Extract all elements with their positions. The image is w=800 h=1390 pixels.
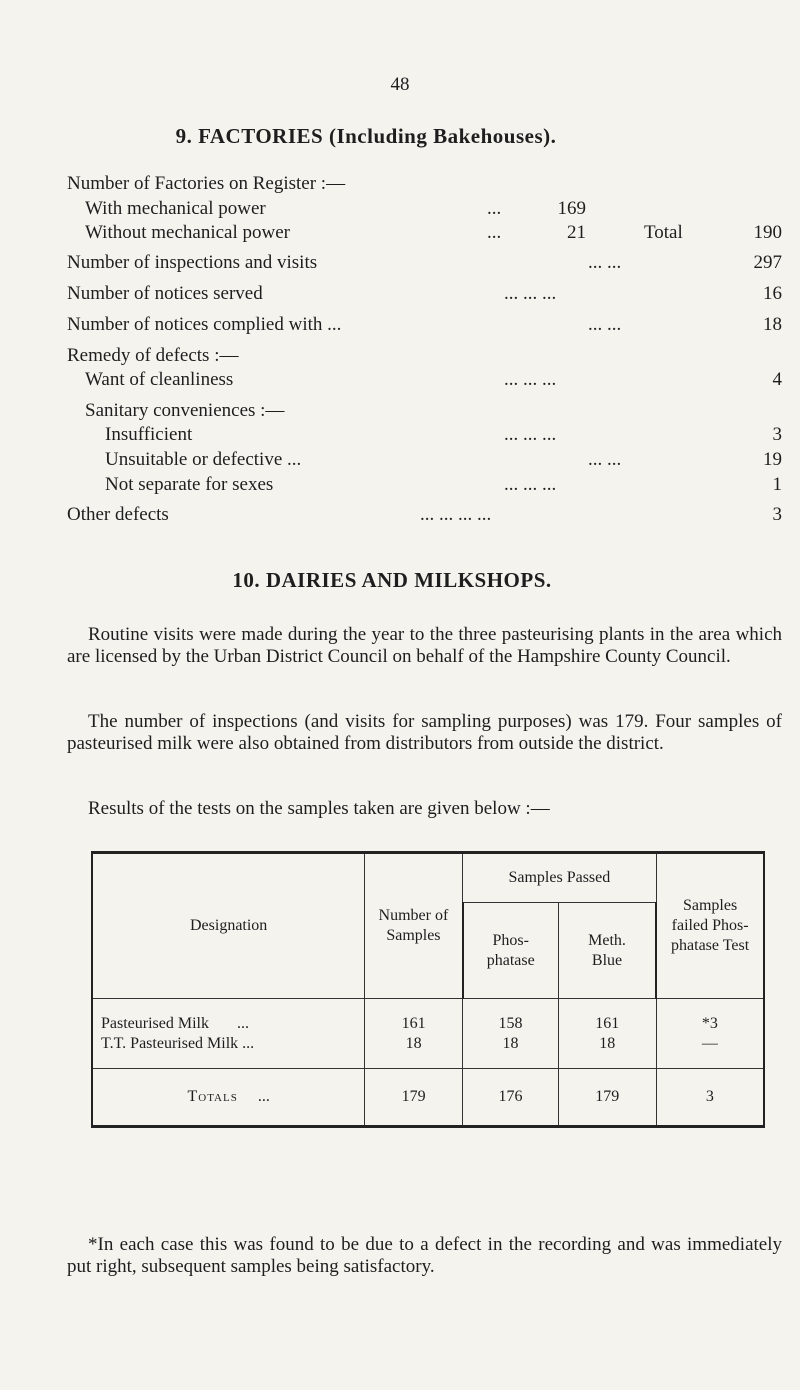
row-value: 297 <box>753 252 782 273</box>
leader-dots: ... ... ... ... <box>420 504 492 525</box>
totals-failed: 3 <box>656 1069 764 1127</box>
leader-dots: ... ... ... <box>504 283 557 304</box>
row-label: Want of cleanliness <box>85 369 234 390</box>
total-value: 190 <box>753 222 782 243</box>
row-label: With mechanical power <box>85 198 266 219</box>
row-label: Number of notices served <box>67 283 263 304</box>
row-label: Not separate for sexes <box>105 474 274 495</box>
list-item <box>0 314 800 338</box>
list-item <box>0 252 800 276</box>
total-label: Total <box>644 222 683 243</box>
totals-number: 179 <box>365 1069 463 1127</box>
cell-value: — <box>701 1034 718 1052</box>
phosphatase-cell <box>463 999 559 1069</box>
list-item <box>0 345 800 369</box>
cell-value: 18 <box>599 1034 616 1052</box>
row-label: Insufficient <box>105 424 193 445</box>
cell-value: 161 <box>401 1014 426 1032</box>
list-item <box>0 400 800 424</box>
row-value: 19 <box>763 449 782 470</box>
list-item <box>0 504 800 528</box>
number-cell <box>365 999 463 1069</box>
header-number-of-samples: Number of Samples <box>365 853 463 999</box>
row-label: Remedy of defects :— <box>67 345 239 366</box>
paragraph: Routine visits were made during the year to the three pasteurising plants in the area which are licensed by the Urban District Council on behalf of the Hampshire County Council. <box>67 624 782 667</box>
totals-row <box>92 1069 764 1127</box>
designation-cell <box>92 999 365 1069</box>
designation-line <box>101 1014 364 1034</box>
row-value: 3 <box>772 504 782 525</box>
header-samples-failed: Samples failed Phos- phatase Test <box>656 853 764 999</box>
row-label: Sanitary conveniences :— <box>85 400 285 421</box>
section-10-heading: 10. DAIRIES AND MILKSHOPS. <box>232 568 552 592</box>
totals-phosphatase: 176 <box>463 1069 559 1127</box>
leader-dots: ... ... ... <box>504 424 557 445</box>
list-item <box>0 474 800 498</box>
designation-line: T.T. Pasteurised Milk ... <box>101 1034 255 1052</box>
page-number: 48 <box>390 74 410 95</box>
row-value: 18 <box>763 314 782 335</box>
row-value: 4 <box>772 369 782 390</box>
cell-value: 18 <box>405 1034 422 1052</box>
row-label: Other defects <box>67 504 169 525</box>
leader-dots: ... ... ... <box>504 369 557 390</box>
row-label: Number of inspections and visits <box>67 252 318 273</box>
row-value: 3 <box>772 424 782 445</box>
header-phosphatase: Phos- phatase <box>463 903 559 999</box>
results-table <box>91 851 765 1128</box>
paragraph: The number of inspections (and visits for sampling purposes) was 179. Four samples of pasteurised milk were also obtained from distributors from outside the district. <box>67 711 782 754</box>
list-item <box>0 369 800 393</box>
cell-value: 161 <box>595 1014 620 1032</box>
footnote: *In each case this was found to be due to a defect in the recording and was immediately put right, subsequent samples being satisfactory. <box>67 1234 782 1277</box>
section-9-heading: 9. FACTORIES (Including Bakehouses). <box>175 124 557 148</box>
leader-dots: ... <box>237 1014 249 1032</box>
header-designation: Designation <box>92 853 365 999</box>
leader-dots: ... <box>487 222 502 243</box>
totals-label: Totals <box>187 1088 238 1105</box>
failed-cell <box>656 999 764 1069</box>
cell-value: *3 <box>701 1014 718 1032</box>
row-value: 1 <box>772 474 782 495</box>
leader-dots: ... <box>257 1088 270 1105</box>
row-label: Without mechanical power <box>85 222 290 243</box>
row-value: 21 <box>567 222 586 243</box>
row-value: 16 <box>763 283 782 304</box>
list-item <box>0 198 800 222</box>
row-value: 169 <box>557 198 586 219</box>
designation-text: Pasteurised Milk <box>101 1014 209 1032</box>
leader-dots: ... ... ... <box>504 474 557 495</box>
table-row <box>92 999 764 1069</box>
header-samples-passed: Samples Passed <box>463 853 657 903</box>
leader-dots: ... ... <box>588 314 622 335</box>
meth-blue-cell <box>558 999 656 1069</box>
totals-meth-blue: 179 <box>558 1069 656 1127</box>
row-label: Unsuitable or defective ... <box>105 449 302 470</box>
list-item <box>0 283 800 307</box>
row-label: Number of notices complied with ... <box>67 314 342 335</box>
leader-dots: ... ... <box>588 449 622 470</box>
header-meth-blue: Meth. Blue <box>558 903 656 999</box>
cell-value: 18 <box>502 1034 519 1052</box>
list-item <box>0 424 800 448</box>
leader-dots: ... <box>487 198 502 219</box>
cell-value: 158 <box>498 1014 523 1032</box>
list-item <box>0 449 800 473</box>
table-header-row <box>92 853 764 903</box>
register-label: Number of Factories on Register :— <box>67 173 346 194</box>
paragraph: Results of the tests on the samples taken are given below :— <box>88 798 550 819</box>
totals-label-cell <box>92 1069 365 1127</box>
list-item <box>0 222 800 246</box>
leader-dots: ... ... <box>588 252 622 273</box>
